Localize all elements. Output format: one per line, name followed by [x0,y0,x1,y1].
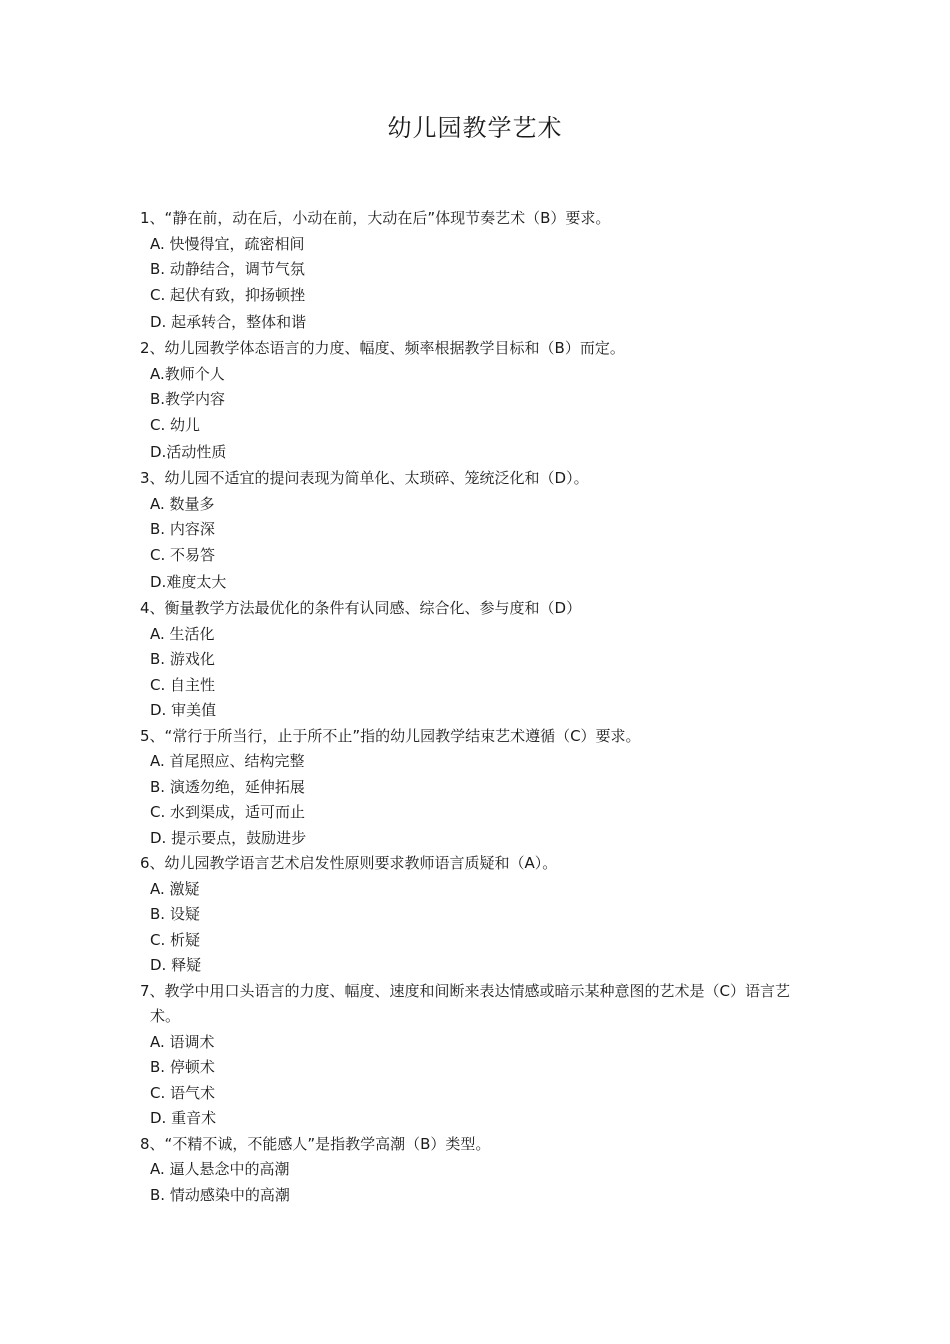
option-b: B. 动静结合，调节气氛 [150,260,305,278]
option-c: C. 起伏有致，抑扬顿挫 [150,285,306,304]
option-a: A. 数量多 [150,494,215,513]
option-b: B. 演透勿绝，延伸拓展 [150,777,305,796]
option-b: B. 停顿术 [150,1058,215,1076]
question-text: 8、“不精不诚，不能感人”是指教学高潮（B）类型。 [140,1134,491,1153]
option-a: A. 逼人悬念中的高潮 [150,1160,290,1178]
option-b: B. 情动感染中的高潮 [150,1185,290,1204]
option-a: A.教师个人 [150,364,225,383]
option-d: D. 重音术 [150,1109,217,1127]
option-c: C. 析疑 [150,930,201,949]
option-d: D. 起承转合，整体和谐 [150,313,307,331]
option-c: C. 语气术 [150,1083,216,1102]
option-c: C. 自主性 [150,675,216,694]
option-c: C. 不易答 [150,545,216,564]
question-8 [140,1132,800,1209]
question-text: 5、“常行于所当行，止于所不止”指的幼儿园教学结束艺术遵循（C）要求。 [140,726,641,745]
question-text: 3、幼儿园不适宜的提问表现为简单化、太琐碎、笼统泛化和（D）。 [140,469,589,487]
document-title: 幼儿园教学艺术 [387,114,563,142]
question-4 [140,596,800,724]
option-a: A. 生活化 [150,624,215,643]
question-3 [140,466,800,596]
option-b: B. 游戏化 [150,650,215,668]
question-list [140,206,800,1208]
option-a: A. 快慢得宜，疏密相间 [150,234,305,253]
option-b: B. 设疑 [150,905,200,923]
option-d: D. 提示要点，鼓励进步 [150,828,307,847]
option-b: B.教学内容 [150,390,226,408]
question-1 [140,206,800,336]
option-d: D.活动性质 [150,443,227,461]
question-text: 1、“静在前，动在后，小动在前，大动在后”体现节奏艺术（B）要求。 [140,209,611,227]
option-d: D. 审美值 [150,701,217,719]
option-a: A. 语调术 [150,1032,215,1051]
option-a: A. 激疑 [150,879,200,898]
question-text: 4、衡量教学方法最优化的条件有认同感、综合化、参与度和（D） [140,599,582,617]
question-text: 7、教学中用口头语言的力度、幅度、速度和间断来表达情感或暗示某种意图的艺术是（C）语言艺术。 [140,981,791,1025]
question-7 [140,979,800,1132]
option-d: D. 释疑 [150,956,202,974]
question-6 [140,851,800,979]
option-d: D.难度太大 [150,573,227,591]
question-2 [140,336,800,466]
option-b: B. 内容深 [150,520,215,538]
option-c: C. 水到渠成，适可而止 [150,803,306,821]
question-text: 6、幼儿园教学语言艺术启发性原则要求教师语言质疑和（A）。 [140,854,558,872]
option-a: A. 首尾照应、结构完整 [150,752,305,770]
option-c: C. 幼儿 [150,415,201,434]
question-5 [140,724,800,852]
question-text: 2、幼儿园教学体态语言的力度、幅度、频率根据教学目标和（B）而定。 [140,339,625,357]
